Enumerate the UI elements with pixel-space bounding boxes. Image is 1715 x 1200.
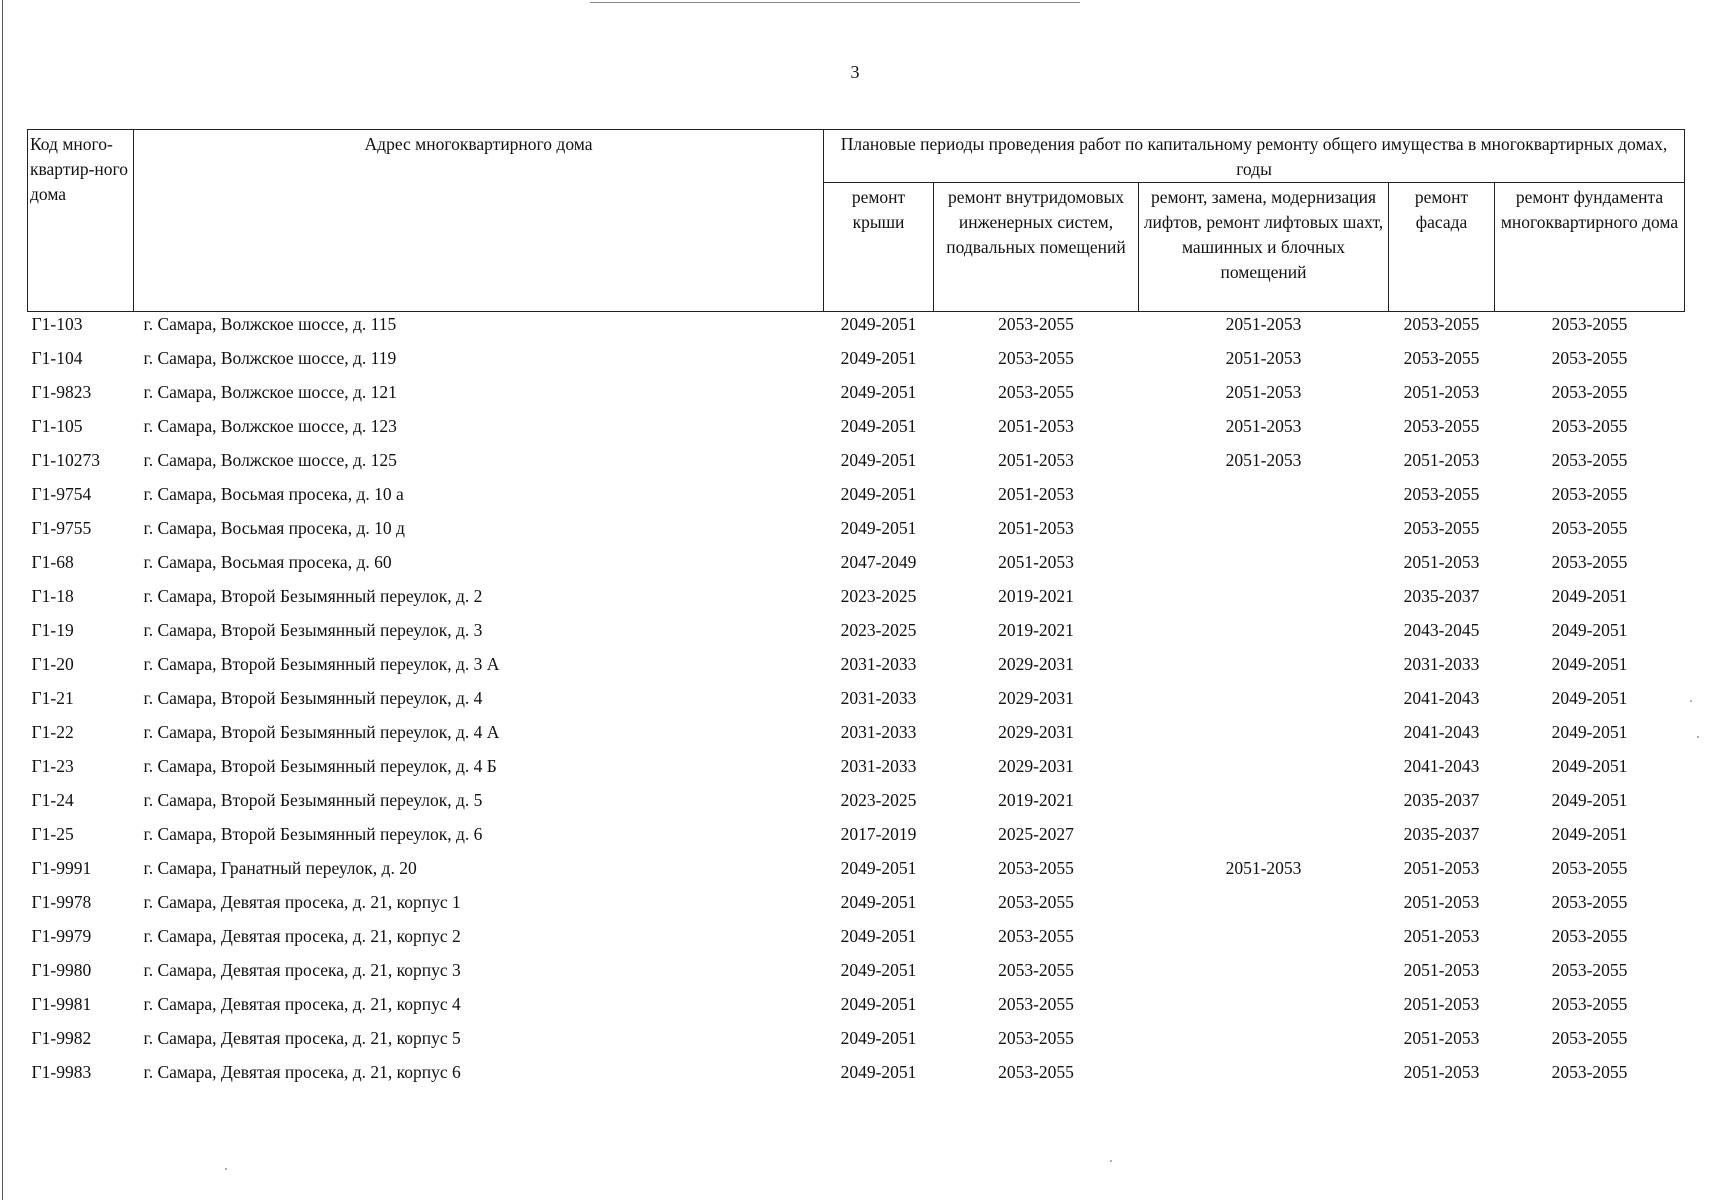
cell-address: г. Самара, Девятая просека, д. 21, корпус 3 [143,960,461,980]
cell-lifts [1139,720,1389,754]
cell-code: Г1-22 [31,722,74,742]
cell-lifts: 2051-2053 [1225,314,1302,334]
cell-foundation: 2053-2055 [1551,1028,1628,1048]
cell-foundation: 2049-2051 [1551,688,1628,708]
cell-code: Г1-20 [31,654,74,674]
cell-facade: 2051-2053 [1403,926,1480,946]
cell-roof: 2031-2033 [840,756,917,776]
cell-address: г. Самара, Восьмая просека, д. 10 д [143,518,405,538]
cell-roof: 2049-2051 [840,518,917,538]
cell-roof: 2049-2051 [840,858,917,878]
header-systems: ремонт внутридомовых инженерных систем, подвальных помещений [934,183,1139,312]
cell-foundation: 2049-2051 [1551,790,1628,810]
cell-systems: 2053-2055 [998,858,1074,878]
cell-systems: 2053-2055 [998,892,1074,912]
cell-address: г. Самара, Волжское шоссе, д. 119 [143,348,397,368]
table-row [28,890,1685,924]
cell-address: г. Самара, Волжское шоссе, д. 123 [143,416,397,436]
cell-lifts [1139,1026,1389,1060]
cell-code: Г1-9983 [31,1062,92,1082]
cell-address: г. Самара, Волжское шоссе, д. 125 [143,450,397,470]
cell-foundation: 2053-2055 [1551,348,1628,368]
cell-lifts: 2051-2053 [1225,450,1302,470]
scan-speck [1110,1160,1112,1162]
cell-facade: 2053-2055 [1403,518,1480,538]
cell-foundation: 2053-2055 [1551,892,1628,912]
cell-code: Г1-9981 [31,994,92,1014]
cell-roof: 2049-2051 [840,314,917,334]
cell-facade: 2051-2053 [1403,382,1480,402]
cell-roof: 2023-2025 [840,586,917,606]
cell-systems: 2029-2031 [998,688,1074,708]
cell-lifts [1139,686,1389,720]
cell-code: Г1-10273 [31,450,100,470]
table-header-row [28,130,1685,183]
cell-address: г. Самара, Второй Безымянный переулок, д. 2 [143,586,483,606]
cell-lifts: 2051-2053 [1225,382,1302,402]
cell-roof: 2049-2051 [840,994,917,1014]
cell-systems: 2051-2053 [998,416,1074,436]
cell-address: г. Самара, Второй Безымянный переулок, д. 6 [143,824,483,844]
cell-facade: 2041-2043 [1403,722,1480,742]
cell-systems: 2029-2031 [998,722,1074,742]
cell-roof: 2049-2051 [840,416,917,436]
cell-facade: 2051-2053 [1403,1028,1480,1048]
cell-systems: 2053-2055 [998,348,1074,368]
cell-lifts [1139,1060,1389,1094]
cell-roof: 2047-2049 [840,552,917,572]
cell-lifts [1139,788,1389,822]
table-row [28,414,1685,448]
cell-code: Г1-9755 [31,518,92,538]
cell-facade: 2051-2053 [1403,858,1480,878]
cell-lifts: 2051-2053 [1225,416,1302,436]
scan-speck [1690,700,1692,702]
header-roof: ремонт крыши [824,183,934,312]
cell-systems: 2051-2053 [998,450,1074,470]
table-row [28,618,1685,652]
cell-foundation: 2053-2055 [1551,450,1628,470]
cell-systems: 2029-2031 [998,654,1074,674]
table-row [28,720,1685,754]
cell-lifts: 2051-2053 [1225,858,1302,878]
cell-systems: 2019-2021 [998,586,1074,606]
table-row [28,822,1685,856]
cell-systems: 2053-2055 [998,926,1074,946]
cell-roof: 2023-2025 [840,790,917,810]
cell-facade: 2041-2043 [1403,756,1480,776]
table-row [28,584,1685,618]
cell-systems: 2019-2021 [998,620,1074,640]
cell-code: Г1-9991 [31,858,92,878]
cell-facade: 2051-2053 [1403,450,1480,470]
cell-roof: 2049-2051 [840,1062,917,1082]
header-lifts: ремонт, замена, модернизация лифтов, ремонт лифтовых шахт, машинных и блочных помещений [1139,183,1389,312]
header-facade: ремонт фасада [1389,183,1495,312]
cell-facade: 2035-2037 [1403,586,1480,606]
table-row [28,1026,1685,1060]
cell-systems: 2053-2055 [998,960,1074,980]
cell-address: г. Самара, Восьмая просека, д. 10 а [143,484,404,504]
header-code: Код много-квартир-ного дома [28,130,134,312]
cell-foundation: 2049-2051 [1551,722,1628,742]
cell-foundation: 2053-2055 [1551,382,1628,402]
cell-code: Г1-9978 [31,892,92,912]
cell-facade: 2035-2037 [1403,790,1480,810]
cell-lifts [1139,958,1389,992]
cell-roof: 2017-2019 [840,824,917,844]
cell-foundation: 2049-2051 [1551,756,1628,776]
header-periods-group: Плановые периоды проведения работ по капитальному ремонту общего имущества в многоквартирных домах, годы [824,130,1685,183]
cell-facade: 2051-2053 [1403,960,1480,980]
cell-roof: 2049-2051 [840,450,917,470]
cell-systems: 2053-2055 [998,1062,1074,1082]
table-row [28,958,1685,992]
cell-code: Г1-9979 [31,926,92,946]
cell-facade: 2043-2045 [1403,620,1480,640]
cell-facade: 2051-2053 [1403,1062,1480,1082]
cell-code: Г1-68 [31,552,74,572]
cell-lifts [1139,652,1389,686]
table-row [28,482,1685,516]
cell-address: г. Самара, Второй Безымянный переулок, д. 3 [143,620,483,640]
cell-address: г. Самара, Второй Безымянный переулок, д. 4 Б [143,756,497,776]
cell-lifts: 2051-2053 [1225,348,1302,368]
cell-address: г. Самара, Второй Безымянный переулок, д. 3 А [143,654,500,674]
cell-systems: 2053-2055 [998,994,1074,1014]
cell-roof: 2023-2025 [840,620,917,640]
cell-systems: 2051-2053 [998,484,1074,504]
cell-code: Г1-105 [31,416,83,436]
cell-code: Г1-24 [31,790,74,810]
cell-foundation: 2053-2055 [1551,960,1628,980]
cell-code: Г1-9754 [31,484,92,504]
cell-systems: 2029-2031 [998,756,1074,776]
cell-foundation: 2053-2055 [1551,994,1628,1014]
cell-facade: 2053-2055 [1403,484,1480,504]
cell-lifts [1139,890,1389,924]
cell-facade: 2041-2043 [1403,688,1480,708]
page-scan-edge [2,0,3,1200]
cell-code: Г1-23 [31,756,74,776]
cell-lifts [1139,550,1389,584]
cell-roof: 2031-2033 [840,688,917,708]
cell-roof: 2031-2033 [840,722,917,742]
cell-systems: 2051-2053 [998,518,1074,538]
scan-speck [1697,736,1699,738]
cell-code: Г1-103 [31,314,83,334]
cell-facade: 2051-2053 [1403,552,1480,572]
cell-address: г. Самара, Второй Безымянный переулок, д. 4 [143,688,483,708]
cell-lifts [1139,618,1389,652]
cell-facade: 2051-2053 [1403,994,1480,1014]
cell-lifts [1139,482,1389,516]
cell-lifts [1139,924,1389,958]
cell-facade: 2051-2053 [1403,892,1480,912]
cell-code: Г1-25 [31,824,74,844]
cell-address: г. Самара, Девятая просека, д. 21, корпус 4 [143,994,461,1014]
table-row [28,788,1685,822]
top-scan-rule [590,2,1080,3]
cell-code: Г1-21 [31,688,74,708]
capital-repair-schedule [27,129,1684,1094]
cell-roof: 2049-2051 [840,348,917,368]
cell-code: Г1-19 [31,620,74,640]
cell-systems: 2051-2053 [998,552,1074,572]
table-row [28,516,1685,550]
cell-address: г. Самара, Волжское шоссе, д. 115 [143,314,397,334]
cell-systems: 2053-2055 [998,1028,1074,1048]
cell-roof: 2049-2051 [840,382,917,402]
cell-facade: 2053-2055 [1403,348,1480,368]
cell-lifts [1139,822,1389,856]
cell-address: г. Самара, Девятая просека, д. 21, корпус 5 [143,1028,461,1048]
cell-systems: 2019-2021 [998,790,1074,810]
table-row [28,1060,1685,1094]
cell-foundation: 2053-2055 [1551,518,1628,538]
table-row [28,856,1685,890]
cell-code: Г1-9982 [31,1028,92,1048]
cell-address: г. Самара, Второй Безымянный переулок, д. 5 [143,790,483,810]
cell-lifts [1139,992,1389,1026]
table-row [28,924,1685,958]
cell-roof: 2049-2051 [840,1028,917,1048]
table-row [28,312,1685,347]
cell-foundation: 2053-2055 [1551,314,1628,334]
cell-lifts [1139,516,1389,550]
cell-foundation: 2049-2051 [1551,824,1628,844]
table-row [28,550,1685,584]
cell-systems: 2053-2055 [998,382,1074,402]
table-row [28,448,1685,482]
table-row [28,686,1685,720]
cell-facade: 2053-2055 [1403,416,1480,436]
cell-foundation: 2049-2051 [1551,586,1628,606]
page-number: 3 [850,62,860,82]
table-row [28,380,1685,414]
header-address: Адрес многоквартирного дома [134,130,824,312]
scan-speck [225,1168,227,1170]
cell-foundation: 2053-2055 [1551,1062,1628,1082]
table-row [28,992,1685,1026]
cell-systems: 2025-2027 [998,824,1074,844]
cell-address: г. Самара, Девятая просека, д. 21, корпус 1 [143,892,461,912]
cell-systems: 2053-2055 [998,314,1074,334]
cell-roof: 2049-2051 [840,484,917,504]
cell-lifts [1139,584,1389,618]
cell-facade: 2031-2033 [1403,654,1480,674]
cell-roof: 2031-2033 [840,654,917,674]
cell-facade: 2053-2055 [1403,314,1480,334]
cell-roof: 2049-2051 [840,892,917,912]
cell-address: г. Самара, Девятая просека, д. 21, корпус 6 [143,1062,461,1082]
cell-code: Г1-9980 [31,960,92,980]
header-foundation: ремонт фундамента многоквартирного дома [1495,183,1685,312]
repair-periods-table [27,129,1685,1094]
cell-foundation: 2053-2055 [1551,416,1628,436]
cell-foundation: 2049-2051 [1551,654,1628,674]
cell-roof: 2049-2051 [840,926,917,946]
cell-address: г. Самара, Восьмая просека, д. 60 [143,552,392,572]
cell-foundation: 2053-2055 [1551,926,1628,946]
cell-facade: 2035-2037 [1403,824,1480,844]
cell-address: г. Самара, Гранатный переулок, д. 20 [143,858,417,878]
cell-roof: 2049-2051 [840,960,917,980]
cell-code: Г1-104 [31,348,83,368]
table-row [28,754,1685,788]
table-body [28,312,1685,1095]
cell-address: г. Самара, Волжское шоссе, д. 121 [143,382,397,402]
cell-foundation: 2053-2055 [1551,858,1628,878]
cell-code: Г1-9823 [31,382,92,402]
cell-address: г. Самара, Девятая просека, д. 21, корпус 2 [143,926,461,946]
table-row [28,652,1685,686]
cell-address: г. Самара, Второй Безымянный переулок, д. 4 А [143,722,500,742]
cell-code: Г1-18 [31,586,74,606]
table-row [28,346,1685,380]
cell-lifts [1139,754,1389,788]
cell-foundation: 2053-2055 [1551,484,1628,504]
cell-foundation: 2049-2051 [1551,620,1628,640]
cell-foundation: 2053-2055 [1551,552,1628,572]
